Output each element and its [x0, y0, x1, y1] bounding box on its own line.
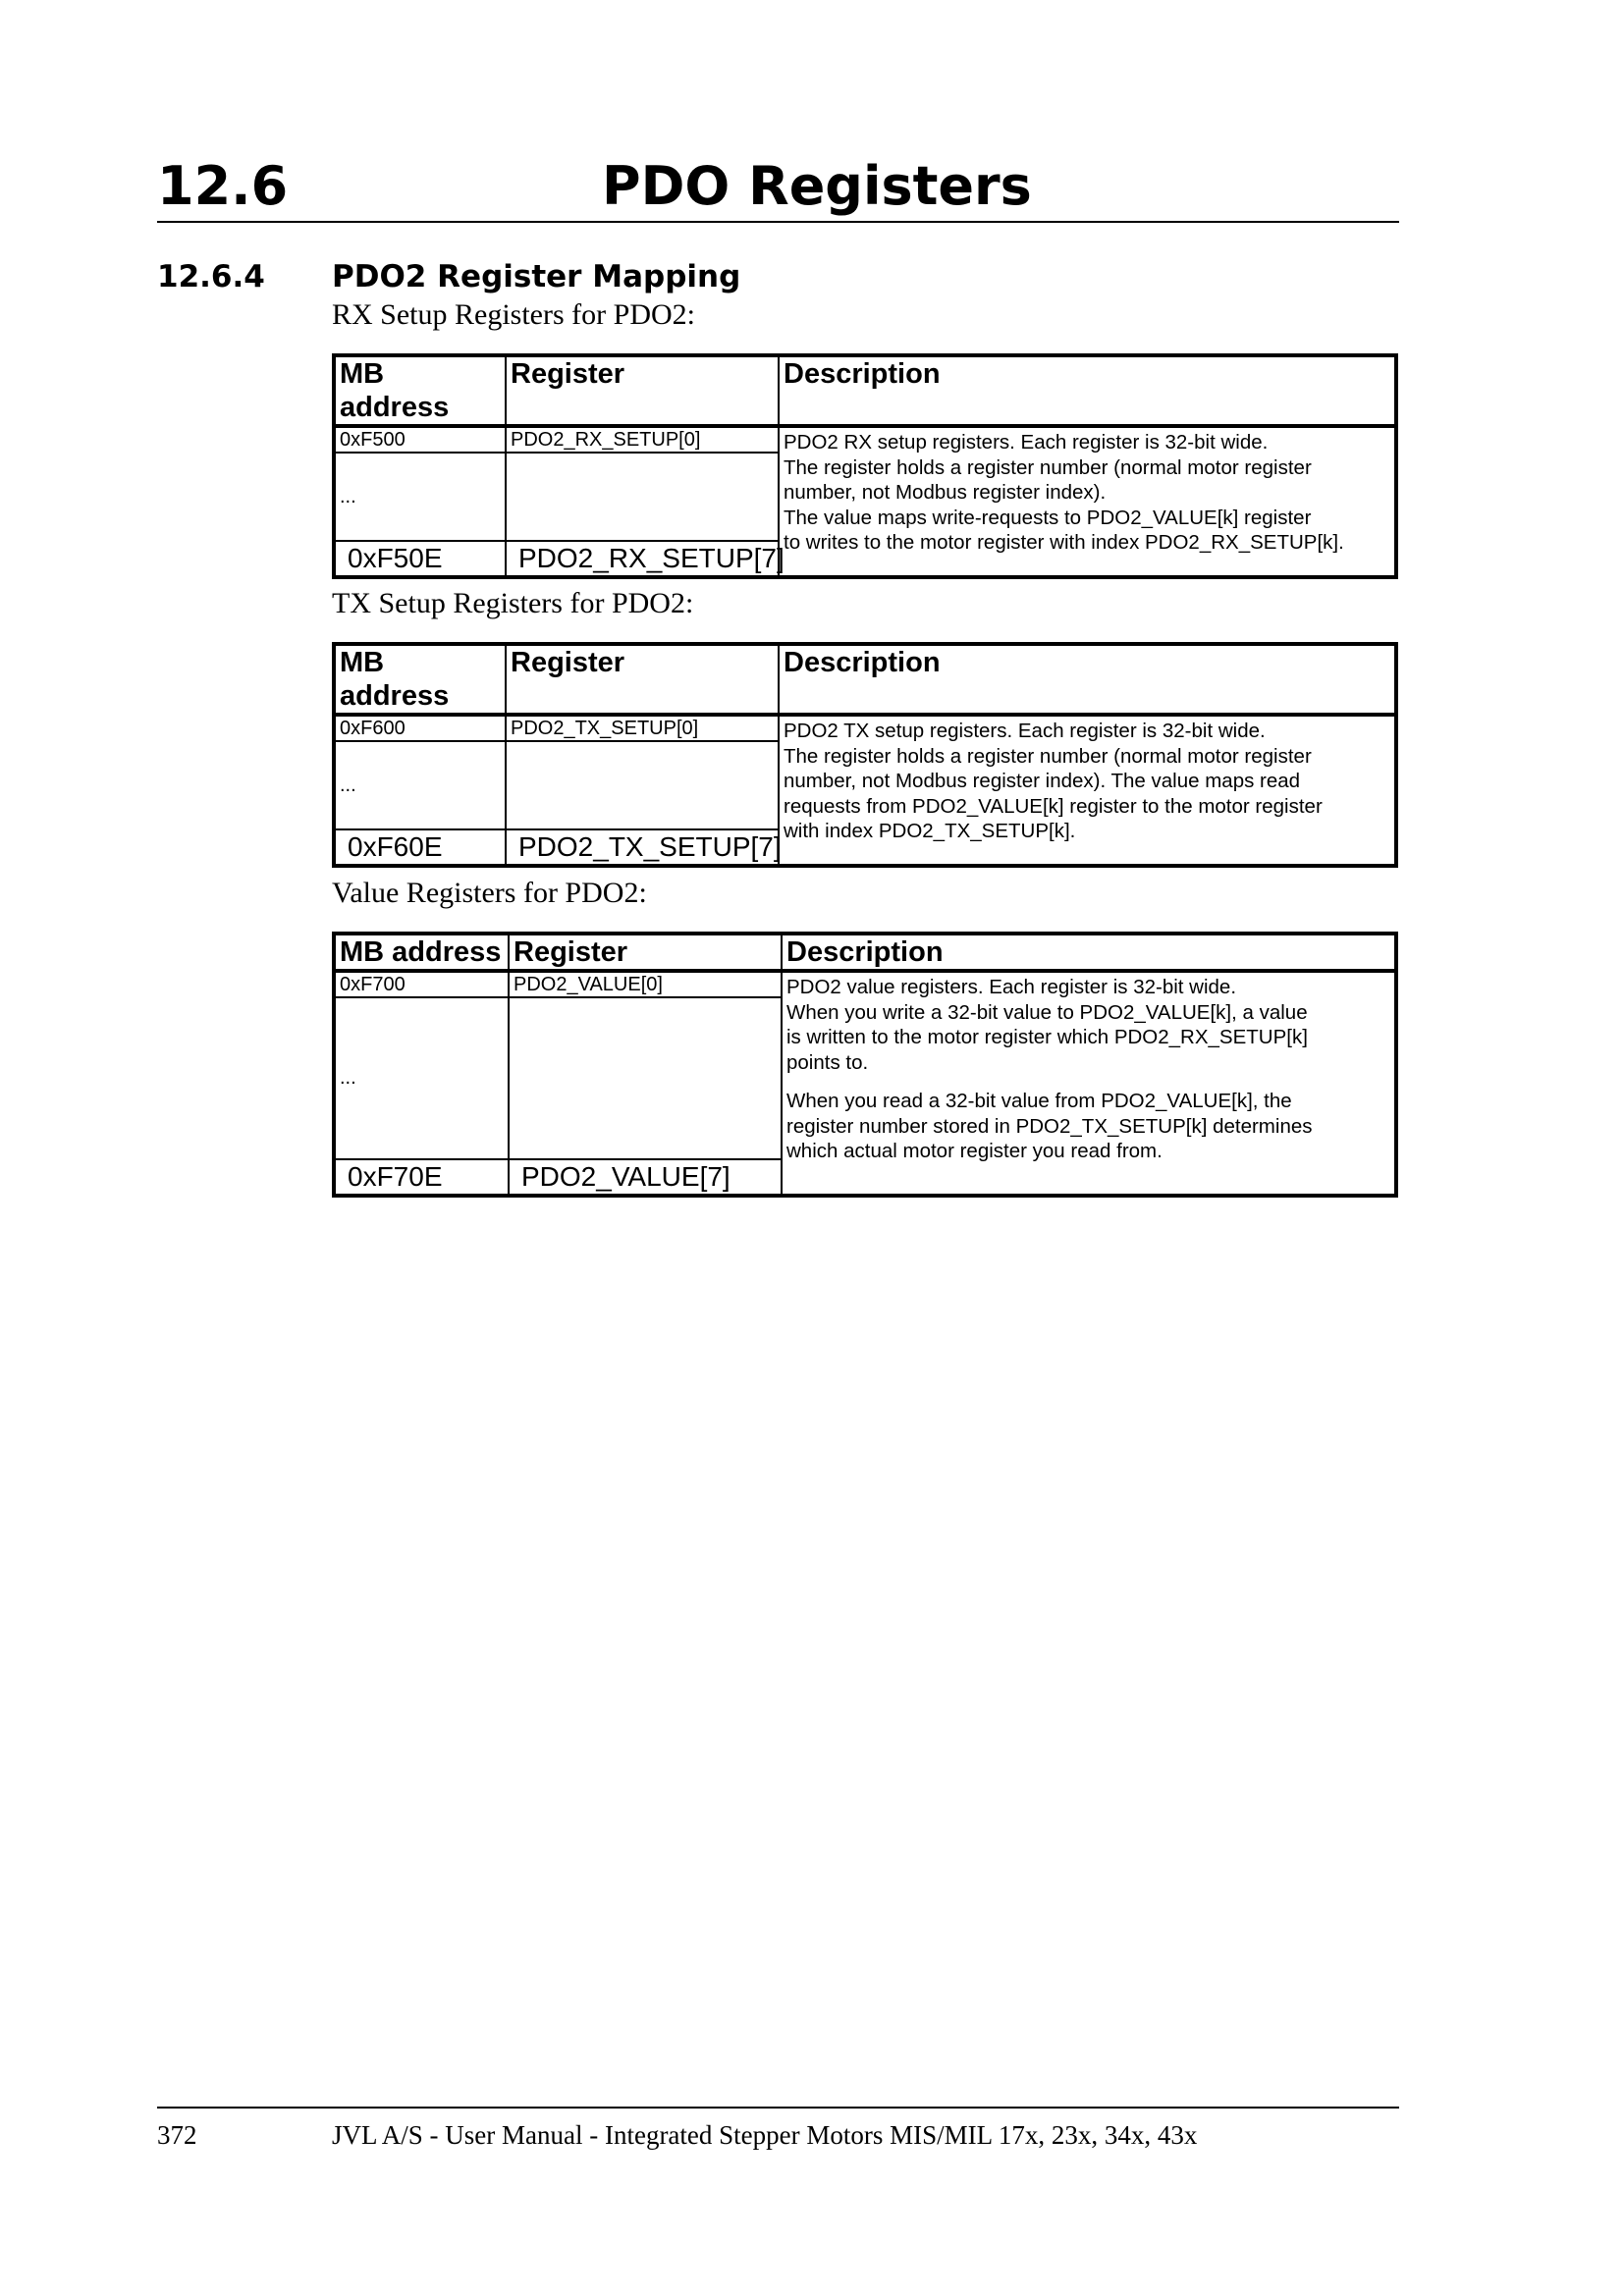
description-line: which actual motor register you read from.: [786, 1140, 1163, 1162]
column-header-address: MB address: [334, 934, 509, 971]
register-cell: PDO2_VALUE[0]: [509, 971, 782, 997]
header-rule: [157, 221, 1399, 223]
rx-setup-table: [332, 353, 1398, 579]
description-line: The register holds a register number (normal motor register: [784, 455, 1312, 479]
register-cell: PDO2_RX_SETUP[7]: [506, 541, 779, 577]
paragraph-gap: [786, 1075, 1390, 1089]
register-cell: PDO2_VALUE[7]: [509, 1159, 782, 1196]
address-cell: 0xF70E: [334, 1159, 509, 1196]
empty-cell: [506, 741, 779, 829]
section-number: 12.6.4: [157, 259, 265, 294]
footer-rule: [157, 2107, 1399, 2109]
column-header-description: Description: [779, 355, 1396, 426]
description-line: The value maps write-requests to PDO2_VALUE[k] register: [784, 506, 1312, 529]
value-table-caption: Value Registers for PDO2:: [332, 877, 647, 909]
tx-table-caption: TX Setup Registers for PDO2:: [332, 587, 694, 619]
address-cell: 0xF60E: [334, 829, 506, 866]
description-line: When you write a 32-bit value to PDO2_VALUE[k], a value: [786, 1000, 1308, 1024]
value-registers-table: [332, 932, 1398, 1198]
description-cell: [779, 715, 1396, 866]
description-line: with index PDO2_TX_SETUP[k].: [784, 820, 1076, 842]
description-line: requests from PDO2_VALUE[k] register to the motor register: [784, 794, 1323, 818]
tx-setup-table: [332, 642, 1398, 868]
chapter-number: 12.6: [157, 155, 289, 217]
description-line: The register holds a register number (normal motor register: [784, 744, 1312, 768]
ellipsis-cell: ...: [334, 741, 506, 829]
address-cell: 0xF500: [334, 426, 506, 453]
description-line: register number stored in PDO2_TX_SETUP[k] determines: [786, 1114, 1313, 1138]
column-header-register: Register: [506, 355, 779, 426]
register-cell: PDO2_TX_SETUP[0]: [506, 715, 779, 741]
ellipsis-cell: ...: [334, 997, 509, 1159]
description-cell: [779, 426, 1396, 577]
description-line: is written to the motor register which PDO2_RX_SETUP[k]: [786, 1026, 1308, 1048]
description-line: to writes to the motor register with index PDO2_RX_SETUP[k].: [784, 531, 1344, 554]
section-title: PDO2 Register Mapping: [332, 259, 741, 294]
table-header-row: [334, 934, 1396, 971]
footer-text: JVL A/S - User Manual - Integrated Stepper Motors MIS/MIL 17x, 23x, 34x, 43x: [332, 2120, 1198, 2150]
table-row: [334, 971, 1396, 997]
column-header-register: Register: [506, 644, 779, 715]
register-cell: PDO2_RX_SETUP[0]: [506, 426, 779, 453]
empty-cell: [509, 997, 782, 1159]
table-header-row: [334, 644, 1396, 715]
description-line: PDO2 value registers. Each register is 32-bit wide.: [786, 976, 1237, 998]
table-header-row: [334, 355, 1396, 426]
rx-table-caption: RX Setup Registers for PDO2:: [332, 298, 695, 331]
column-header-register: Register: [509, 934, 782, 971]
page-number: 372: [157, 2120, 197, 2150]
table-row: [334, 715, 1396, 741]
column-header-address: MB address: [334, 644, 506, 715]
empty-cell: [506, 453, 779, 541]
description-line: PDO2 RX setup registers. Each register is 32-bit wide.: [784, 431, 1269, 454]
description-line: PDO2 TX setup registers. Each register is 32-bit wide.: [784, 720, 1266, 742]
description-cell: [782, 971, 1396, 1196]
column-header-address: MB address: [334, 355, 506, 426]
address-cell: 0xF600: [334, 715, 506, 741]
description-line: points to.: [786, 1050, 869, 1074]
address-cell: 0xF50E: [334, 541, 506, 577]
register-cell: PDO2_TX_SETUP[7]: [506, 829, 779, 866]
column-header-description: Description: [779, 644, 1396, 715]
address-cell: 0xF700: [334, 971, 509, 997]
column-header-description: Description: [782, 934, 1396, 971]
table-row: [334, 426, 1396, 453]
description-line: When you read a 32-bit value from PDO2_VALUE[k], the: [786, 1090, 1292, 1112]
chapter-title: PDO Registers: [602, 155, 1032, 217]
ellipsis-cell: ...: [334, 453, 506, 541]
description-line: number, not Modbus register index).: [784, 481, 1107, 504]
description-line: number, not Modbus register index). The value maps read: [784, 770, 1301, 792]
